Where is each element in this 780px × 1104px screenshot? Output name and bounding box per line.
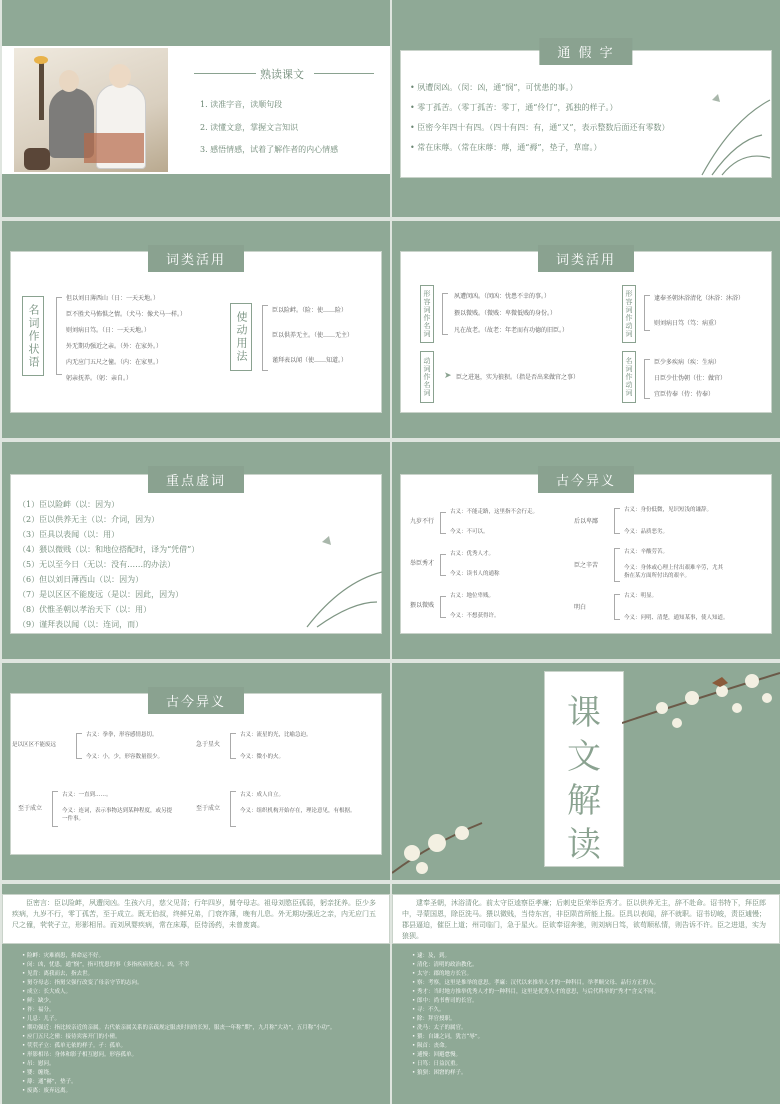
item-9: （9）谨拜表以闻（以：连词，而） (18, 620, 144, 629)
item-3: 3. 感悟情感，试着了解作者的内心情感 (200, 145, 339, 154)
item-2: • 零丁孤苦。（零丁孤苦：零丁，通“伶仃”，孤独的样子。） (410, 103, 618, 112)
item-3: （3）臣具以表闻（以：用） (18, 530, 120, 539)
l-word-3: 猥以微贱 (410, 602, 435, 609)
notes-list (406, 952, 776, 1078)
flower-left-decoration (392, 783, 492, 880)
l-bracket-2 (440, 554, 446, 576)
l-ancient-1: 古义：不能走路，这里指不会行走。 (450, 509, 539, 515)
text-page-2 (392, 884, 780, 1104)
slide-title: 重点虚词 (148, 466, 244, 493)
r-modern-2: 今义：组织机构开始存在，理论意见，有根据。 (240, 808, 356, 814)
r-ancient-3: 古义：明显。 (624, 593, 658, 599)
notes-list (16, 952, 386, 1096)
item-1: （1）臣以险衅（以：因为） (18, 500, 120, 509)
label-verb-noun: 动词作名词 (420, 351, 434, 403)
note-item: • 寻：不久。 (412, 1007, 445, 1013)
slide-white-panel (10, 693, 382, 855)
l-word-2: 至于成立 (18, 805, 43, 812)
r-word-2: 至于成立 (196, 805, 221, 812)
note-item: • 见背：离我而去，指去世。 (22, 971, 93, 977)
item-5: （5）无以至今日（无以：没有……的办法） (18, 560, 176, 569)
note-item: • 婴：缠绕。 (22, 1070, 55, 1076)
left-item-2: 臣不胜犬马怖惧之情。（犬马：像犬马一样。） (66, 311, 187, 318)
slide-word-class-1 (2, 221, 390, 438)
item-6: （6）但以刘日薄西山（以：因为） (18, 575, 144, 584)
item-4: （4）猥以微贱（以：和地位搭配时，译为“凭借”） (18, 545, 200, 554)
slide-function-words (2, 442, 390, 659)
title-char-4: 读 (567, 825, 601, 865)
r-bracket-2 (230, 791, 236, 827)
title-char-3: 解 (567, 781, 601, 821)
r-bracket-1 (230, 733, 236, 759)
r-word-2: 臣之辛苦 (574, 562, 599, 569)
orchid-decoration (692, 80, 772, 180)
r-ancient-2: 古义：辛酸劳苦。 (624, 549, 669, 555)
item-8: （8）伏惟圣朝以孝治天下（以：用） (18, 605, 152, 614)
note-item: • 茕茕孑立：孤单无依的样子。孑：孤单。 (22, 1043, 126, 1049)
note-item: • 闵：凶，忧患，通“悯”，指可忧患的事（多指疾病死丧）。凶，不幸 (22, 962, 190, 968)
slide-title: 古今异义 (148, 687, 244, 714)
r-word-1: 后以卑鄙 (574, 518, 599, 525)
note-item: • 险衅：灾难祸患，指命运不好。 (22, 953, 104, 959)
bracket-1 (442, 293, 448, 335)
orchid-decoration (302, 532, 384, 632)
note-item: • 形影相吊：身体和影子相互慰问。形容孤单。 (22, 1052, 137, 1058)
left-item-6: 躬亲抚养。（躬：亲自。） (66, 375, 133, 382)
label-causative: 使动用法 (230, 303, 252, 371)
arrow-icon: ➤ (444, 371, 452, 381)
title-char-2: 文 (567, 737, 601, 777)
right-item-3: 谨拜表以闻（使……知道。） (272, 357, 348, 364)
l-modern-2: 今义：连词，表示事物达到某种程度，或另提一件事。 (62, 808, 173, 822)
slide-title: 通 假 字 (539, 38, 632, 65)
l-bracket-2 (52, 791, 58, 827)
bracket-4 (644, 359, 650, 399)
r-modern-3: 今义：问明、清楚，通知某事，使人知道。 (624, 615, 729, 621)
r-modern-1: 今义：微小的火。 (240, 754, 285, 760)
note-item: • 日笃：日益沉重。 (412, 1061, 461, 1067)
note-item: • 秀才：当时地方推举优秀人才的一种科目，这里是优秀人才的意思，与后代科举的“秀才”含义不同。 (412, 989, 660, 995)
r2-item-1: 臣少多疾病（疾：生病） (654, 359, 721, 366)
r-bracket-1 (614, 508, 620, 534)
slide-word-class-2 (392, 221, 780, 438)
l-ancient-2: 古义：优秀人才。 (450, 551, 495, 557)
l-word-1: 是以区区不能废远 (12, 742, 57, 748)
note-item: • 蓐：通“褥”，垫子。 (22, 1079, 77, 1085)
item-2: （2）臣以供养无主（以：介词，因为） (18, 515, 160, 524)
bracket-left (56, 297, 62, 375)
title-vertical (544, 691, 624, 867)
slide-title: 熟读课文 (260, 68, 304, 81)
right-item-1: 臣以险衅。（险：使……险） (272, 307, 348, 314)
note-item: • 鲜：缺少。 (22, 998, 55, 1004)
note-item: • 猥：自谦之词，犹言“辱”。 (412, 1034, 484, 1040)
note-item: • 成立：长大成人。 (22, 989, 71, 995)
right-item-2: 臣以供养无主。（使……无主） (272, 332, 354, 339)
r-ancient-1: 古义：身份低微，见识短浅的谦辞。 (624, 507, 713, 513)
l1-item-2: 猥以微贱。（微贱：卑微低贱的身份。） (454, 310, 557, 317)
item-1: 1. 读准字音，读顺句段 (200, 100, 283, 109)
note-item: • 儿息：儿子。 (22, 1016, 60, 1022)
slide-title: 词类活用 (148, 245, 244, 272)
note-item: • 郎中：尚书曹司的长官。 (412, 998, 478, 1004)
slide-read-text (2, 0, 390, 217)
bracket-right (262, 305, 268, 371)
r-modern-2: 今义：身体或心理上付出艰难辛劳，尤其指在某方面所付出的艰辛。 (624, 565, 724, 579)
left-item-4: 外无期功强近之亲。（外：在家外。） (66, 343, 163, 350)
slide-ancient-modern-1 (392, 442, 780, 659)
item-3-sentence: 臣密今年四十有四。（ (417, 123, 494, 132)
left-item-5: 内无应门五尺之僮。（内：在家里。） (66, 359, 163, 366)
item-2: 2. 读懂文意，掌握文言知识 (200, 123, 299, 132)
l-ancient-3: 古义：地位卑贱。 (450, 593, 495, 599)
left-item-3: 则刘病日笃。（日：一天天地。） (66, 327, 151, 334)
bracket-3 (644, 295, 650, 331)
l-ancient-2: 古义：一直到……。 (62, 792, 112, 798)
slide-title: 古今异义 (538, 466, 634, 493)
r1-item-2: 则刘病日笃（笃：病重） (654, 320, 721, 327)
r-bracket-2 (614, 548, 620, 582)
item-1-note: 闵：凶，通“悯”，可忧患的事。 (461, 83, 570, 92)
l2-item: 臣之进退，实为狼狈。（指是否出来做官之事） (456, 374, 580, 381)
note-item: • 应门五尺之僮：接待宾客开门的小僮。 (22, 1034, 121, 1040)
l1-item-1: 夙遭闵凶。（闵凶：忧患不幸的事。） (454, 293, 551, 300)
note-item: • 废离：废弃远离。 (22, 1088, 71, 1094)
item-4-note: 常在床蓐：蓐，通“褥”，垫子，草席。 (461, 143, 594, 152)
note-item: • 洗马：太子的属官。 (412, 1025, 467, 1031)
item-3: • 臣密今年四十有四。（四十有四：有，通“又”，表示整数后面还有零数） (410, 123, 670, 132)
l1-item-3: 凡在故老。（故老：年老而有功德的旧臣。） (454, 327, 569, 334)
l-bracket-1 (76, 733, 82, 759)
r-modern-1: 今义：品质恶劣。 (624, 529, 669, 535)
passage-text: 臣密言：臣以险衅，夙遭闵凶。生孩六月，慈父见背；行年四岁，舅夺母志。祖母刘愍臣孤弱，躬亲抚养。臣少多疾病，九岁不行，零丁孤苦，至于成立。既无伯叔，终鲜兄弟，门衰祚薄，晚有儿息。外无期功强近之亲，内无应门五尺之僮，茕茕孑立，形影相吊。而刘夙婴疾病，常在床蓐，臣侍汤药，未曾废离。 (12, 899, 376, 929)
label-noun-verb: 名词作动词 (622, 351, 636, 403)
item-1: • 夙遭闵凶。（闵：凶，通“悯”，可忧患的事。） (410, 83, 578, 92)
slide-ancient-modern-2 (2, 663, 390, 880)
note-item: • 清化：清明的政治教化。 (412, 962, 478, 968)
item-4-sentence: 常在床蓐。（ (417, 143, 462, 152)
item-7: （7）是以区区不能废远（是以：因此，因为） (18, 590, 184, 599)
note-item: • 狼狈：困窘的样子。 (412, 1070, 467, 1076)
l-modern-3: 今义：不想获得许。 (450, 613, 500, 619)
note-item: • 太守：郡的地方长官。 (412, 971, 472, 977)
r-ancient-2: 古义：成人自立。 (240, 792, 285, 798)
l-modern-2: 今义：读书人的通称 (450, 571, 500, 577)
l-bracket-1 (440, 512, 446, 534)
r2-item-2: 日臣少仕伪朝（仕：做官） (654, 375, 727, 382)
text-page-1 (2, 884, 390, 1104)
label-noun-adverbial: 名词作状语 (22, 296, 44, 376)
label-adj-verb: 形容词作动词 (622, 285, 636, 343)
flower-branch-decoration (622, 663, 780, 753)
note-item: • 祚：福分。 (22, 1007, 55, 1013)
note-item: • 期功强近：指比较亲近的亲属。古代依亲属关系的亲疏规定服丧时间的长短，服丧一年称“期”，九月称“大功”，五月称“小功”。 (22, 1025, 336, 1031)
note-item: • 逮：及，到。 (412, 953, 450, 959)
slide-text-reading (392, 663, 780, 880)
item-2-sentence: 零丁孤苦。（ (417, 103, 462, 112)
item-1-sentence: 夙遭闵凶。（ (417, 83, 462, 92)
item-4: • 常在床蓐。（常在床蓐：蓐，通“褥”，垫子，草席。） (410, 143, 602, 152)
title-line-left (194, 73, 256, 74)
passage-text: 逮奉圣朝，沐浴清化。前太守臣逵察臣孝廉；后刺史臣荣举臣秀才。臣以供养无主，辞不赴命。诏书特下，拜臣郎中，寻蒙国恩，除臣洗马。猥以微贱，当侍东宫，非臣陨首所能上报。臣具以表闻，辞不就职。诏书切峻，责臣逋慢；郡县逼迫，催臣上道；州司临门，急于星火。臣欲奉诏奔驰，则刘病日笃，欲苟顺私情，则告诉不许。臣之进退，实为狼狈。 (402, 899, 766, 940)
r1-item-1: 逮奉圣朝沐浴清化（沐浴：沐浴） (654, 295, 745, 302)
illustration (14, 48, 168, 172)
slide-title: 词类活用 (538, 245, 634, 272)
note-item: • 除：拜官授职。 (412, 1016, 456, 1022)
label-adj-noun: 形容词作名词 (420, 285, 434, 343)
item-2-note: 零丁孤苦：零丁，通“伶仃”，孤独的样子。 (461, 103, 610, 112)
left-item-1: 但以刘日薄西山（日：一天天地。） (66, 295, 160, 302)
l-modern-1: 今义：不可以。 (450, 529, 489, 535)
note-item: • 逋慢：回避怠慢。 (412, 1052, 461, 1058)
l-bracket-3 (440, 596, 446, 618)
note-item: • 吊：慰问。 (22, 1061, 55, 1067)
l-word-2: 举臣秀才 (410, 560, 435, 567)
title-line-right (314, 73, 374, 74)
item-3-note: 四十有四：有，通“又”，表示整数后面还有零数 (493, 123, 662, 132)
slide-tongjiazi (392, 0, 780, 217)
r-ancient-1: 古义：流星的光，比喻急迫。 (240, 732, 312, 738)
note-item: • 陨首：丧命。 (412, 1043, 450, 1049)
title-char-1: 课 (567, 693, 601, 733)
r-bracket-3 (614, 594, 620, 620)
l-word-1: 九岁不行 (410, 518, 435, 525)
note-item: • 察：考察，这里是推举的意思。孝廉：汉代以来推举人才的一种科目。举孝顺父母、品行方正的人。 (412, 980, 659, 986)
r2-item-3: 宜臣侍奉（侍：侍奉） (654, 391, 715, 398)
r-word-1: 急于星火 (196, 741, 221, 748)
note-item: • 舅夺母志：指舅父强行改变了母亲守节的志向。 (22, 980, 143, 986)
r-word-3: 明白 (574, 604, 587, 611)
l-modern-1: 今义：小，少，形容数量很少。 (86, 754, 164, 760)
l-ancient-1: 古义：拳拳，形容感情恳切。 (86, 732, 158, 738)
